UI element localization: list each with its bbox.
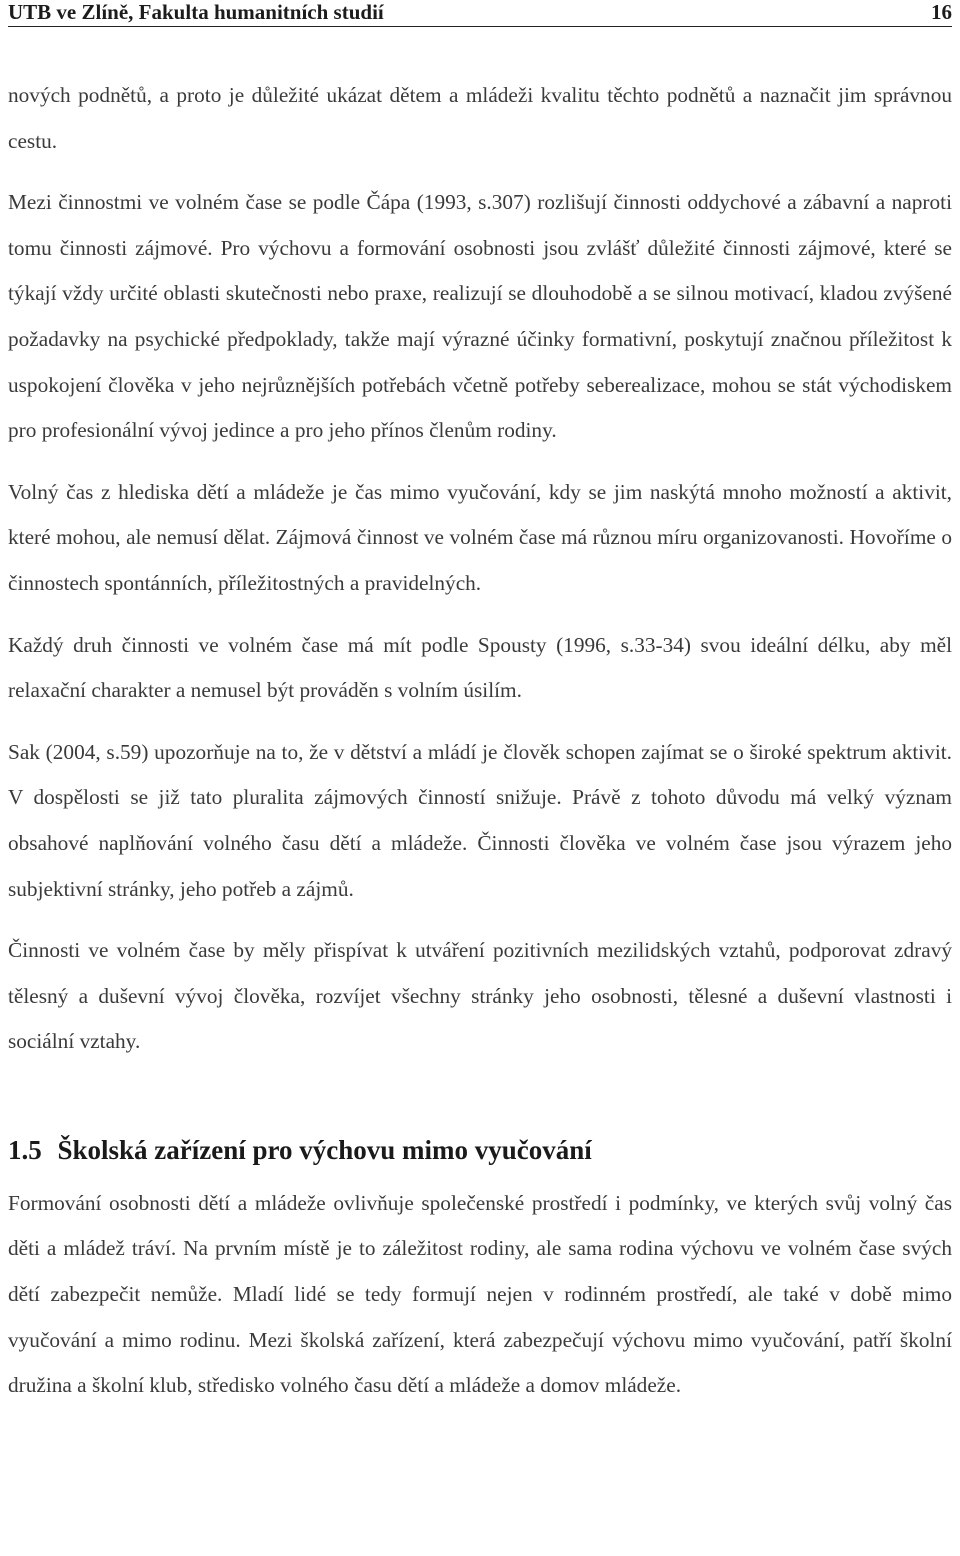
body-paragraph: Činnosti ve volném čase by měly přispívat k utváření pozitivních mezilidských vztahů, podporovat zdravý tělesný a duševní vývoj člověka, rozvíjet všechny stránky jeho osobnosti, tělesné a duševní vlastnosti i sociální vztahy.	[8, 938, 952, 1054]
section-heading	[8, 1081, 952, 1173]
body-paragraph: Volný čas z hlediska dětí a mládeže je čas mimo vyučování, kdy se jim naskýtá mnoho možností a aktivit, které mohou, ale nemusí dělat. Zájmová činnost ve volném čase má různou míru organizovanosti. Hovoříme o činnostech spontánních, příležitostných a pravidelných.	[8, 479, 952, 595]
body-paragraph: nových podnětů, a proto je důležité ukázat dětem a mládeži kvalitu těchto podnětů a naznačit jim správnou cestu.	[8, 83, 952, 153]
page-body	[8, 73, 952, 1425]
section-title: Školská zařízení pro výchovu mimo vyučování	[57, 1134, 592, 1165]
section-paragraph: Formování osobnosti dětí a mládeže ovlivňuje společenské prostředí i podmínky, ve kterých svůj volný čas děti a mládež tráví. Na prvním místě je to záležitost rodiny, ale sama rodina výchovu ve volném čase svých dětí zabezpečit nemůže. Mladí lidé se tedy formují nejen v rodinném prostředí, ale také v době mimo vyučování a mimo rodinu. Mezi školská zařízení, která zabezpečují výchovu mimo vyučování, patří školní družina a školní klub, středisko volného času dětí a mládeže a domov mládeže.	[8, 1190, 952, 1398]
page-header	[8, 0, 952, 27]
section-number: 1.5	[8, 1134, 42, 1165]
body-paragraph: Každý druh činnosti ve volném čase má mít podle Spousty (1996, s.33-34) svou ideální délku, aby měl relaxační charakter a nemusel být prováděn s volním úsilím.	[8, 632, 952, 703]
body-paragraph: Sak (2004, s.59) upozorňuje na to, že v dětství a mládí je člověk schopen zajímat se o široké spektrum aktivit. V dospělosti se již tato pluralita zájmových činností snižuje. Právě z tohoto důvodu má velký význam obsahové naplňování volného času dětí a mládeže. Činnosti člověka ve volném čase jsou výrazem jeho subjektivní stránky, jeho potřeb a zájmů.	[8, 739, 952, 901]
page-number: 16	[931, 0, 952, 24]
body-paragraph: Mezi činnostmi ve volném čase se podle Čápa (1993, s.307) rozlišují činnosti oddychové a zábavní a naproti tomu činnosti zájmové. Pro výchovu a formování osobnosti jsou zvlášť důležité činnosti zájmové, které se týkají vždy určité oblasti skutečnosti nebo praxe, realizují se dlouhodobě a se silnou motivací, kladou zvýšené požadavky na psychické předpoklady, takže mají výrazné účinky formativní, poskytují značnou příležitost k uspokojení člověka v jeho nejrůznějších potřebách včetně potřeby seberealizace, mohou se stát východiskem pro profesionální vývoj jedince a pro jeho přínos členům rodiny.	[8, 190, 952, 443]
header-title: UTB ve Zlíně, Fakulta humanitních studií	[8, 0, 384, 24]
